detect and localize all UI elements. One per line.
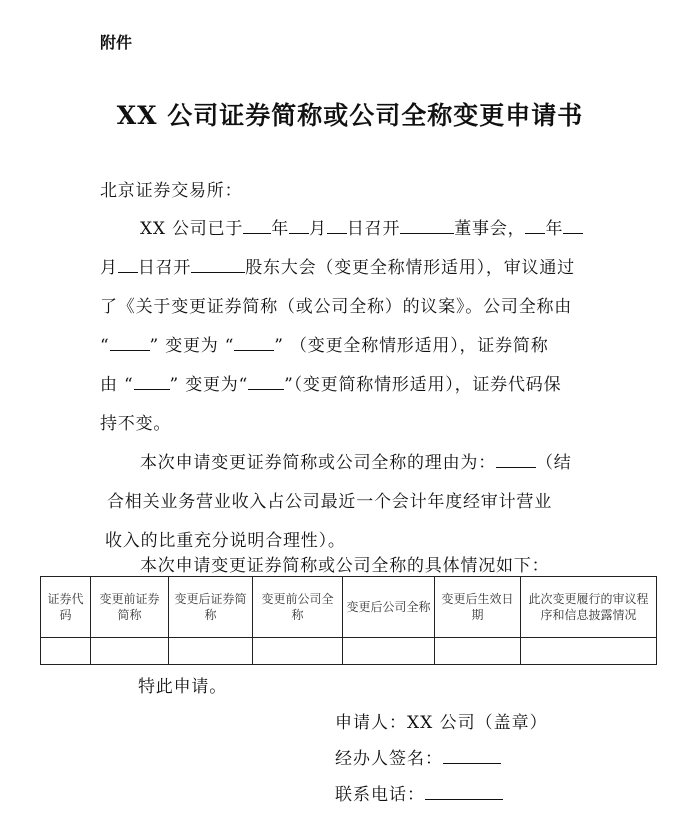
document-title: XX 公司证券简称或公司全称变更申请书 (116, 101, 584, 130)
year-blank (243, 232, 271, 234)
para1-line4 (100, 331, 549, 356)
para1-text: ”（变更简称情形适用），证券代码保 (284, 375, 562, 395)
table-cell (253, 638, 343, 665)
para1-text: “ (100, 336, 110, 356)
table-cell (521, 638, 657, 665)
new-short-name-blank (248, 388, 284, 390)
para1-text: 股东大会（变更全称情形适用），审议通过 (245, 258, 575, 278)
table-row (41, 638, 657, 665)
para1-line1 (140, 214, 583, 239)
para1-line2 (100, 253, 575, 278)
table-cell (169, 638, 253, 665)
para1-text: 董事会， (454, 219, 526, 239)
day-blank (118, 271, 138, 273)
para1-text: 年 (271, 219, 290, 239)
para1-line3: 了《关于变更证券简称（或公司全称）的议案》。公司全称由 (100, 297, 573, 317)
old-short-name-blank (134, 388, 170, 390)
year-blank (525, 232, 545, 234)
phone-label: 联系电话： (335, 785, 425, 805)
para1-text: ” （变更全称情形适用），证券简称 (274, 336, 549, 356)
table-cell (91, 638, 169, 665)
header-new-full-name: 变更后公司全称 (343, 577, 435, 638)
reason-blank (496, 466, 536, 468)
header-procedure-disclosure: 此次变更履行的审议程序和信息披露情况 (521, 577, 657, 638)
para1-text: 年 (545, 219, 564, 239)
para1-line5 (100, 370, 561, 395)
board-meeting-blank (400, 232, 454, 234)
change-details-table (40, 576, 657, 665)
month-blank (289, 232, 309, 234)
new-full-name-blank (234, 349, 274, 351)
old-full-name-blank (110, 349, 150, 351)
header-old-short-name: 变更前证券简称 (91, 577, 169, 638)
para1-text: XX 公司已于 (140, 219, 244, 239)
para2-line3: 收入的比重充分说明合理性）。 (105, 531, 346, 551)
closing-text: 特此申请。 (138, 677, 227, 697)
header-security-code: 证券代码 (41, 577, 91, 638)
table-cell (435, 638, 521, 665)
handler-signature-blank (443, 762, 501, 764)
addressee: 北京证券交易所： (100, 181, 243, 201)
para2-text: （结 (536, 453, 572, 473)
handler-label: 经办人签名： (335, 749, 443, 769)
para1-text: 月 (309, 219, 327, 239)
para1-text: ” 变更为“ (169, 375, 249, 395)
para1-text: 日召开 (346, 219, 401, 239)
header-new-short-name: 变更后证券简称 (169, 577, 253, 638)
shareholder-meeting-blank (191, 271, 245, 273)
handler-signature-line (335, 744, 501, 769)
para2-text: 本次申请变更证券简称或公司全称的理由为： (140, 453, 496, 473)
para1-line6: 持不变。 (100, 414, 172, 434)
header-old-full-name: 变更前公司全称 (253, 577, 343, 638)
attachment-label: 附件 (100, 33, 133, 52)
para1-text: 日召开 (137, 258, 192, 278)
table-cell (41, 638, 91, 665)
para2-line1 (140, 448, 572, 473)
applicant-line: 申请人：XX 公司（盖章） (335, 713, 548, 733)
para2-line2: 合相关业务营业收入占公司最近一个会计年度经审计营业 (107, 492, 552, 512)
para1-text: 月 (100, 258, 118, 278)
header-effective-date: 变更后生效日期 (435, 577, 521, 638)
para3-line: 本次申请变更证券简称或公司全称的具体情况如下： (140, 556, 550, 576)
table-header-row (41, 577, 657, 638)
month-blank (563, 232, 583, 234)
phone-line (335, 780, 503, 805)
table-cell (343, 638, 435, 665)
para1-text: 由 “ (100, 375, 134, 395)
para1-text: ” 变更为 “ (149, 336, 235, 356)
day-blank (327, 232, 347, 234)
phone-blank (425, 798, 503, 800)
